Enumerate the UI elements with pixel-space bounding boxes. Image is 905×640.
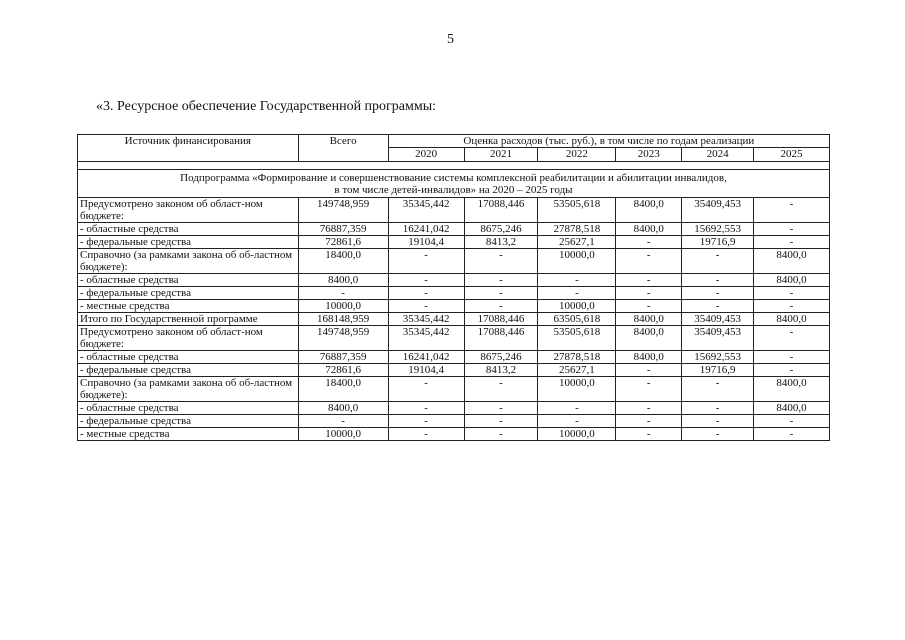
row-year-value: - [753,300,829,313]
row-year-value: - [464,428,538,441]
row-year-value: - [682,249,754,274]
row-year-value: - [616,364,682,377]
row-year-value: 17088,446 [464,313,538,326]
row-year-value: - [682,300,754,313]
row-source: Предусмотрено законом об област-ном бюджете: [78,326,299,351]
row-source: - федеральные средства [78,364,299,377]
row-year-value: 35409,453 [682,326,754,351]
table-row [78,415,830,428]
header-year: 2023 [616,148,682,162]
header-estimate: Оценка расходов (тыс. руб.), в том числе по годам реализации [388,135,829,148]
row-year-value: 8400,0 [753,249,829,274]
row-total: 168148,959 [298,313,388,326]
row-year-value: - [388,274,464,287]
header-year: 2025 [753,148,829,162]
row-year-value: - [753,364,829,377]
row-year-value: 8400,0 [753,402,829,415]
row-total: 76887,359 [298,351,388,364]
row-year-value: 27878,518 [538,223,616,236]
row-year-value: 10000,0 [538,249,616,274]
row-year-value: - [753,287,829,300]
table-row [78,428,830,441]
subprogram-row [78,170,830,198]
row-year-value: - [682,377,754,402]
row-year-value: 25627,1 [538,364,616,377]
header-year: 2022 [538,148,616,162]
row-year-value: 8400,0 [616,198,682,223]
row-total: 18400,0 [298,249,388,274]
row-year-value: 19716,9 [682,236,754,249]
row-year-value: 17088,446 [464,326,538,351]
row-year-value: 35409,453 [682,198,754,223]
row-source: - областные средства [78,402,299,415]
row-year-value: - [388,428,464,441]
row-year-value: 63505,618 [538,313,616,326]
row-year-value: - [616,249,682,274]
header-year: 2020 [388,148,464,162]
row-year-value: 35345,442 [388,313,464,326]
row-year-value: - [616,402,682,415]
row-year-value: - [753,223,829,236]
row-year-value: - [388,402,464,415]
row-year-value: 8400,0 [616,223,682,236]
row-year-value: - [464,415,538,428]
row-total: 72861,6 [298,364,388,377]
row-year-value: - [682,415,754,428]
row-year-value: 8675,246 [464,351,538,364]
row-year-value: 10000,0 [538,428,616,441]
section-heading: «3. Ресурсное обеспечение Государственной программы: [96,99,437,114]
row-source: Итого по Государственной программе [78,313,299,326]
table-row [78,236,830,249]
table-row [78,223,830,236]
row-year-value: 8400,0 [616,326,682,351]
row-year-value: 35409,453 [682,313,754,326]
header-source: Источник финансирования [78,135,299,162]
row-year-value: - [616,236,682,249]
row-year-value: 53505,618 [538,326,616,351]
row-year-value: - [753,351,829,364]
table-row [78,326,830,351]
row-source: - федеральные средства [78,287,299,300]
row-year-value: - [682,402,754,415]
row-source: Справочно (за рамками закона об об-ластном бюджете): [78,377,299,402]
row-total: 76887,359 [298,223,388,236]
table-row [78,364,830,377]
row-year-value: - [616,428,682,441]
row-total: 10000,0 [298,300,388,313]
row-year-value: - [753,236,829,249]
row-year-value: - [616,300,682,313]
row-year-value: - [616,415,682,428]
row-year-value: - [616,274,682,287]
row-total: 10000,0 [298,428,388,441]
row-source: - областные средства [78,274,299,287]
row-year-value: 8400,0 [616,313,682,326]
header-total: Всего [298,135,388,162]
row-year-value: 10000,0 [538,300,616,313]
row-total: - [298,287,388,300]
row-year-value: - [464,274,538,287]
row-year-value: 53505,618 [538,198,616,223]
row-year-value: 19104,4 [388,364,464,377]
row-source: - местные средства [78,428,299,441]
row-year-value: - [388,377,464,402]
row-year-value: 8413,2 [464,364,538,377]
row-year-value: - [753,428,829,441]
row-year-value: - [682,287,754,300]
row-year-value: 8400,0 [753,274,829,287]
row-total: - [298,415,388,428]
row-year-value: - [616,287,682,300]
table-row [78,402,830,415]
row-year-value: - [538,402,616,415]
table-row [78,198,830,223]
row-total: 18400,0 [298,377,388,402]
row-year-value: - [538,274,616,287]
row-year-value: - [753,326,829,351]
row-year-value: - [682,274,754,287]
header-row [78,135,830,148]
row-year-value: 16241,042 [388,351,464,364]
table-row [78,287,830,300]
row-year-value: 25627,1 [538,236,616,249]
table-row [78,313,830,326]
row-source: - областные средства [78,351,299,364]
table-row [78,300,830,313]
header-year: 2021 [464,148,538,162]
row-year-value: 35345,442 [388,198,464,223]
row-year-value: - [464,402,538,415]
row-year-value: - [464,287,538,300]
spacer-row [78,162,830,170]
table-row [78,274,830,287]
row-source: - федеральные средства [78,415,299,428]
header-year: 2024 [682,148,754,162]
row-year-value: 19716,9 [682,364,754,377]
row-year-value: 15692,553 [682,351,754,364]
subprogram-title [78,170,830,198]
row-total: 72861,6 [298,236,388,249]
row-year-value: - [753,415,829,428]
row-year-value: - [464,300,538,313]
row-year-value: - [388,415,464,428]
row-total: 149748,959 [298,198,388,223]
row-source: - федеральные средства [78,236,299,249]
subprogram-title-line2: в том числе детей-инвалидов» на 2020 – 2025 годы [334,184,573,196]
table-row [78,351,830,364]
table-row [78,377,830,402]
row-source: Справочно (за рамками закона об об-ластном бюджете): [78,249,299,274]
row-year-value: 17088,446 [464,198,538,223]
row-year-value: - [538,415,616,428]
row-year-value: 8400,0 [616,351,682,364]
row-year-value: - [388,249,464,274]
row-year-value: - [753,198,829,223]
page-number: 5 [447,32,454,47]
subprogram-title-line1: Подпрограмма «Формирование и совершенствование системы комплексной реабилитации и абилитации инвалидов, [180,172,727,184]
row-year-value: 10000,0 [538,377,616,402]
row-year-value: - [464,249,538,274]
row-year-value: 27878,518 [538,351,616,364]
row-year-value: 8675,246 [464,223,538,236]
row-source: - местные средства [78,300,299,313]
row-year-value: 8400,0 [753,313,829,326]
row-year-value: 19104,4 [388,236,464,249]
row-total: 8400,0 [298,402,388,415]
row-source: Предусмотрено законом об област-ном бюджете: [78,198,299,223]
table-row [78,249,830,274]
row-year-value: 8413,2 [464,236,538,249]
row-year-value: - [538,287,616,300]
row-total: 8400,0 [298,274,388,287]
row-source: - областные средства [78,223,299,236]
row-year-value: 16241,042 [388,223,464,236]
row-year-value: - [388,300,464,313]
row-year-value: 8400,0 [753,377,829,402]
row-total: 149748,959 [298,326,388,351]
row-year-value: - [682,428,754,441]
row-year-value: - [616,377,682,402]
row-year-value: - [388,287,464,300]
resource-table [77,134,830,441]
row-year-value: 15692,553 [682,223,754,236]
row-year-value: - [464,377,538,402]
row-year-value: 35345,442 [388,326,464,351]
